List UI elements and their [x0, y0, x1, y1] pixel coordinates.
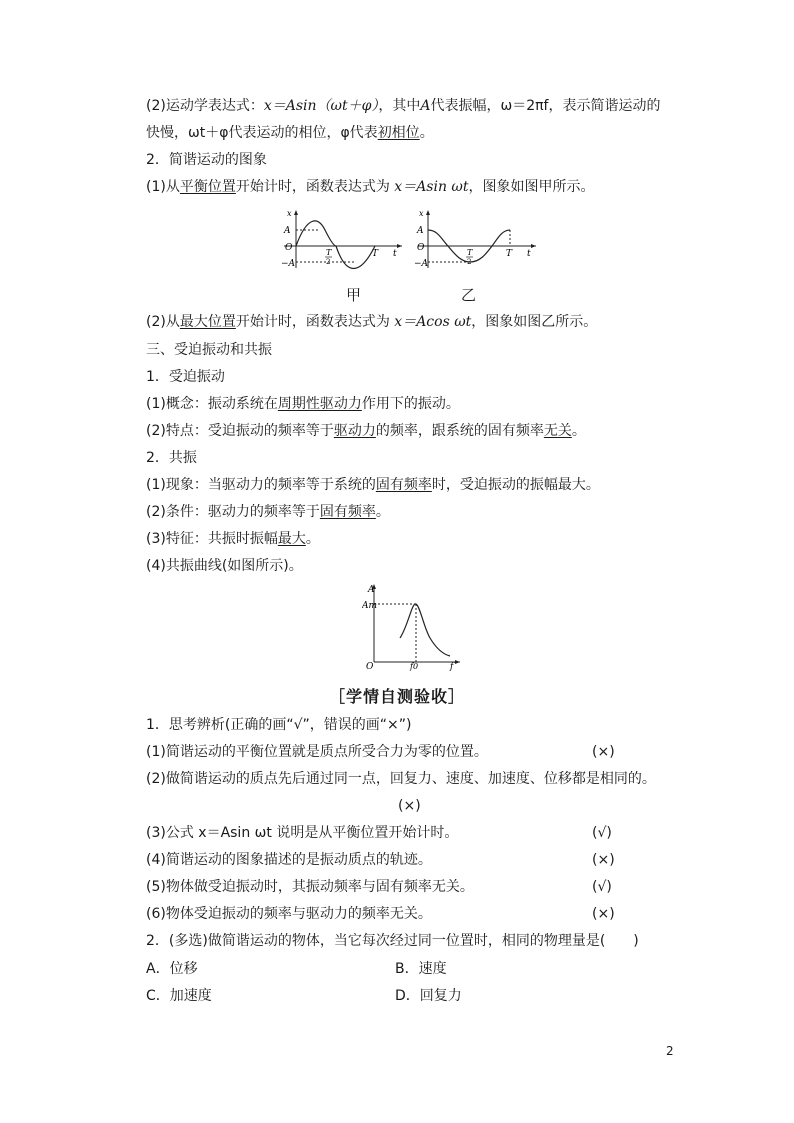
svg-text:T: T: [326, 248, 332, 257]
svg-text:Am: Am: [362, 601, 378, 611]
paragraph-condition: (2)条件：驱动力的频率等于固有频率。: [146, 504, 390, 520]
svg-text:x: x: [419, 209, 424, 218]
blank-driving-force: 驱动力: [333, 423, 376, 439]
svg-text:t: t: [527, 249, 531, 259]
paragraph-start-equilibrium: (1)从平衡位置开始计时，函数表达式为 x＝Asin ωt，图象如图甲所示。: [146, 179, 595, 195]
blank-unrelated: 无关: [543, 423, 572, 439]
option-b: B．速度: [395, 961, 447, 977]
svg-text:T: T: [467, 248, 473, 257]
judge-mark-1: (×): [592, 744, 615, 760]
judge-item-1: (1)简谐运动的平衡位置就是质点所受合力为零的位置。: [146, 744, 488, 760]
caption-jia: 甲: [346, 286, 362, 304]
blank-natural-frequency-1: 固有频率: [375, 477, 432, 493]
svg-text:T: T: [372, 249, 379, 259]
paragraph-phenomenon: (1)现象：当驱动力的频率等于系统的固有频率时，受迫振动的振幅最大。: [146, 477, 600, 493]
paragraph-concept: (1)概念：振动系统在周期性驱动力作用下的振动。: [146, 396, 460, 412]
heading-resonance: 2．共振: [146, 450, 197, 466]
formula-sin-phase: x＝Asin（ωt＋φ）: [263, 98, 379, 114]
option-a: A．位移: [146, 961, 198, 977]
judge-mark-3: (√): [592, 825, 612, 841]
svg-text:T: T: [506, 249, 513, 259]
svg-text:A: A: [368, 585, 375, 595]
blank-initial-phase: 初相位: [377, 125, 420, 141]
svg-text:O: O: [417, 243, 425, 253]
graph-yi: [414, 208, 538, 270]
svg-text:A: A: [417, 226, 424, 236]
svg-text:t: t: [393, 249, 397, 259]
page-number: 2: [666, 1044, 674, 1058]
question-2: 2．(多选)做简谐运动的物体，当它每次经过同一位置时，相同的物理量是( ): [146, 933, 639, 949]
resonance-curve: [400, 604, 450, 656]
caption-yi: 乙: [461, 286, 477, 304]
heading-forced-vibration: 1．受迫振动: [146, 369, 225, 385]
judge-item-6: (6)物体受迫振动的频率与驱动力的频率无关。: [146, 906, 432, 922]
svg-text:O: O: [285, 243, 293, 253]
option-d: D．回复力: [395, 988, 462, 1004]
svg-text:f: f: [450, 662, 454, 672]
paragraph-characteristic: (3)特征：共振时振幅最大。: [146, 531, 320, 547]
paragraph-kinematic-expression: (2)运动学表达式：x＝Asin（ωt＋φ），其中A代表振幅，ω＝2πf，表示简谐运动的: [146, 98, 661, 114]
paragraph-start-max: (2)从最大位置开始计时，函数表达式为 x＝Acos ωt，图象如图乙所示。: [146, 314, 598, 330]
resonance-curve-graph: [362, 582, 462, 672]
judge-item-2: (2)做简谐运动的质点先后通过同一点，回复力、速度、加速度、位移都是相同的。: [146, 771, 656, 787]
judge-item-3: (3)公式 x＝Asin ωt 说明是从平衡位置开始计时。: [146, 825, 459, 841]
section-forced-vibration: 三、受迫振动和共振: [146, 342, 272, 358]
svg-text:2: 2: [326, 258, 331, 266]
svg-text:A: A: [284, 226, 291, 236]
graph-jia: [280, 208, 404, 270]
section-title: ［学情自测验收］: [328, 687, 465, 706]
blank-max-position: 最大位置: [179, 314, 236, 330]
blank-equilibrium-position: 平衡位置: [179, 179, 236, 195]
paragraph-resonance-curve: (4)共振曲线(如图所示)。: [146, 558, 303, 574]
question-1: 1．思考辨析(正确的画“√”，错误的画“×”): [146, 717, 412, 733]
sine-curve: [296, 221, 375, 269]
paragraph-feature: (2)特点：受迫振动的频率等于驱动力的频率，跟系统的固有频率无关。: [146, 423, 586, 439]
judge-mark-4: (×): [592, 852, 615, 868]
blank-maximum: 最大: [277, 531, 306, 547]
svg-text:−A: −A: [414, 259, 429, 269]
svg-text:f0: f0: [410, 662, 419, 671]
blank-periodic-force: 周期性驱动力: [277, 396, 362, 412]
svg-text:−A: −A: [281, 259, 296, 269]
judge-mark-5: (√): [592, 879, 612, 895]
judge-mark-2: (×): [398, 798, 421, 814]
svg-text:O: O: [366, 662, 374, 672]
judge-item-4: (4)简谐运动的图象描述的是振动质点的轨迹。: [146, 852, 432, 868]
svg-text:x: x: [287, 209, 292, 218]
judge-item-5: (5)物体做受迫振动时，其振动频率与固有频率无关。: [146, 879, 474, 895]
judge-mark-6: (×): [592, 906, 615, 922]
option-c: C．加速度: [146, 988, 212, 1004]
blank-natural-frequency-2: 固有频率: [319, 504, 376, 520]
heading-graph: 2．简谐运动的图象: [146, 152, 267, 168]
paragraph-phase: 快慢，ωt＋φ代表运动的相位，φ代表初相位。: [146, 125, 434, 141]
svg-text:2: 2: [467, 258, 472, 266]
